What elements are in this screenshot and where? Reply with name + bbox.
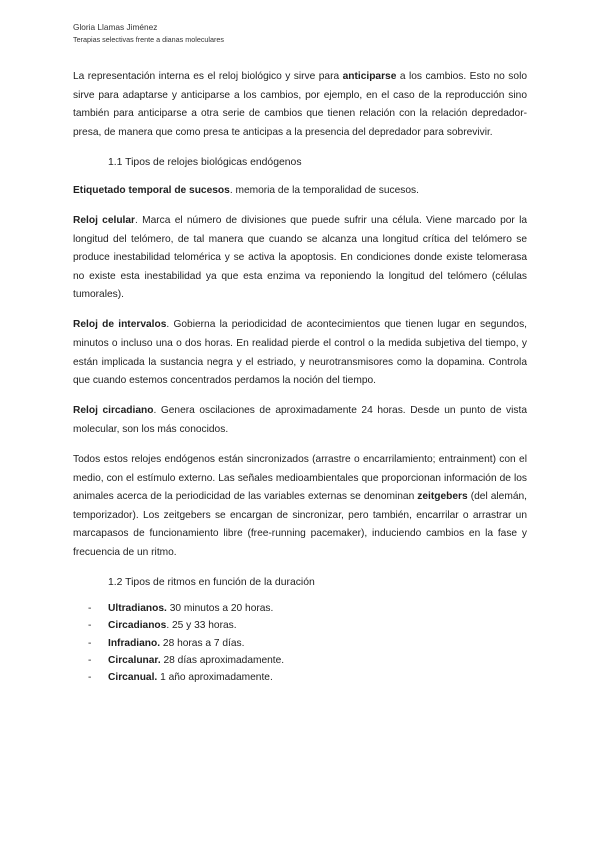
- text-etiquetado: . memoria de la temporalidad de sucesos.: [229, 184, 419, 196]
- page-header: [73, 22, 224, 46]
- list-item-text: 30 minutos a 20 horas.: [166, 603, 274, 615]
- paragraph-reloj-circadiano: [73, 402, 527, 439]
- intro-text-a: La representación interna es el reloj biológico y sirve para: [73, 71, 343, 82]
- list-item: [73, 635, 527, 652]
- term-etiquetado: Etiquetado temporal de sucesos: [73, 184, 230, 196]
- list-item-text: 1 año aproximadamente.: [157, 672, 273, 684]
- section-heading-1-2: 1.2 Tipos de ritmos en función de la duración: [108, 577, 315, 589]
- bullet-dash: -: [88, 620, 92, 632]
- paragraph-reloj-celular: [73, 212, 527, 305]
- author-name: Gloria Llamas Jiménez: [73, 22, 158, 32]
- text-sync-c: (del alemán, temporizador). Los zeitgebers se encargan de sincronizar, pero también, encarrilar o arrastrar un marcapasos de funcionamiento libre (free-running pacemaker), induciendo cambios en la fase y frecuencia de un ritmo.: [73, 491, 527, 558]
- list-item-term: Circadianos: [108, 620, 167, 632]
- text-sync-a: Todos estos relojes endógenos están sincronizados (arrastre o encarrilamiento; entrainment) con el medio, con el estímulo externo. Las señales medioambientales que proporcionan información de los animales acerca de la periodicidad de las variables externas se denominan: [73, 454, 527, 503]
- bullet-dash: -: [88, 672, 92, 684]
- term-reloj-celular: Reloj celular: [73, 214, 136, 226]
- section-heading-1-1: 1.1 Tipos de relojes biológicas endógenos: [108, 156, 302, 168]
- term-reloj-intervalos: Reloj de intervalos: [73, 319, 167, 331]
- list-item: [73, 652, 527, 669]
- list-item: [73, 617, 527, 634]
- intro-term-anticiparse: anticiparse: [342, 71, 397, 82]
- list-item: [73, 600, 527, 617]
- bullet-dash: -: [88, 654, 92, 666]
- text-reloj-intervalos: . Gobierna la periodicidad de acontecimientos que tienen lugar en segundos, minutos o incluso una o dos horas. En realidad pierde el control o la medida subjetiva del tiempo, y están implicada la sustancia negra y el estriado, y neurotransmisores como la dopamina. Controla que cuando estemos concentrados perdamos la noción del tiempo.: [73, 319, 527, 387]
- list-item-term: Circalunar.: [108, 654, 161, 666]
- list-item-text: 28 días aproximadamente.: [160, 654, 285, 666]
- document-subject: Terapias selectivas frente a dianas moleculares: [73, 35, 225, 44]
- paragraph-sincronizacion: [73, 451, 527, 563]
- paragraph-reloj-intervalos: [73, 316, 527, 390]
- intro-paragraph: [73, 68, 527, 142]
- text-reloj-circadiano: . Genera oscilaciones de aproximadamente 24 horas. Desde un punto de vista molecular, son los más conocidos.: [73, 405, 528, 435]
- term-zeitgebers: zeitgebers: [417, 491, 468, 503]
- list-item: [73, 669, 527, 686]
- bullet-dash: -: [88, 603, 92, 615]
- paragraph-etiquetado: [73, 182, 527, 201]
- rhythm-type-list: [73, 600, 527, 686]
- list-item-term: Circanual.: [108, 672, 158, 684]
- document-body: [73, 68, 527, 687]
- list-item-text: . 25 y 33 horas.: [166, 620, 237, 632]
- intro-text-c: a los cambios. Esto no solo sirve para adaptarse y anticiparse a los cambios, por ejemplo, en el caso de la reproducción sino también para anticiparse a otra serie de cambios que tienen relación con la relación depredador-presa, de manera que como presa te anticipas a la presencia del depredador para sobrevivir.: [73, 71, 527, 138]
- term-reloj-circadiano: Reloj circadiano: [73, 405, 154, 417]
- list-item-term: Ultradianos.: [108, 603, 167, 615]
- text-reloj-celular: . Marca el número de divisiones que puede sufrir una célula. Viene marcado por la longitud del telómero, de tal manera que cuando se alcanza una longitud crítica del telómero se produce inestabilidad telomérica y se activa la apoptosis. En condiciones donde existe telomerasa no existe esta inestabilidad ya que esta enzima va reponiendo la longitud del telómero (células tumorales).: [73, 214, 527, 301]
- bullet-dash: -: [88, 637, 92, 649]
- list-item-text: 28 horas a 7 días.: [160, 637, 245, 649]
- list-item-term: Infradiano.: [108, 637, 161, 649]
